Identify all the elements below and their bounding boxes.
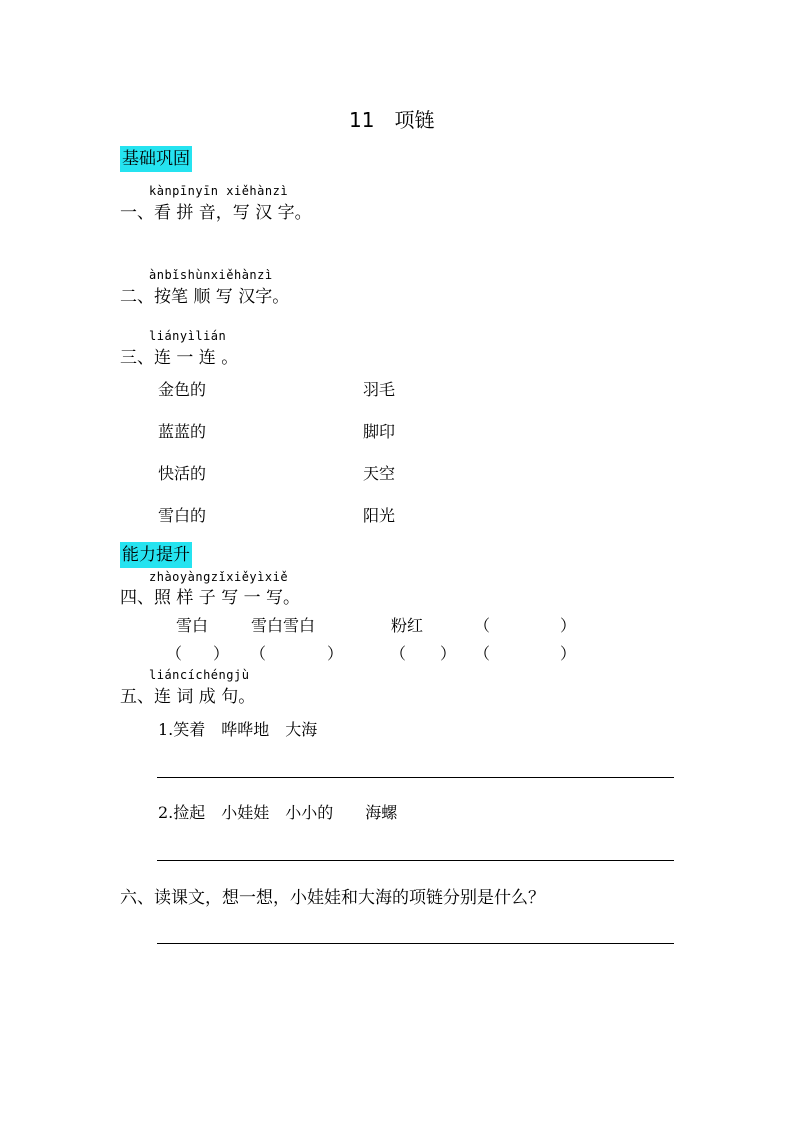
section-advanced-heading: 能力提升 bbox=[120, 542, 192, 568]
example-word: 粉红 bbox=[391, 616, 424, 635]
answer-blank-close: ） bbox=[560, 644, 577, 663]
page-title: 11 项链 bbox=[349, 108, 435, 132]
match-left-item: 雪白的 bbox=[158, 506, 207, 525]
q5-heading: 五、连 词 成 句。 bbox=[120, 687, 256, 707]
answer-blank-open: （ bbox=[390, 644, 407, 663]
example-word: 雪白 bbox=[176, 616, 209, 635]
match-right-item: 羽毛 bbox=[363, 380, 396, 399]
answer-line bbox=[157, 943, 674, 944]
sentence-words-2: 2.捡起 小娃娃 小小的 海螺 bbox=[158, 803, 398, 822]
q6-heading: 六、读课文，想一想，小娃娃和大海的项链分别是什么？ bbox=[120, 888, 545, 908]
q3-pinyin: liányìlián bbox=[149, 329, 227, 343]
answer-blank-close: ） bbox=[213, 644, 230, 663]
section-basic-heading: 基础巩固 bbox=[120, 146, 192, 172]
match-right-item: 脚印 bbox=[363, 422, 396, 441]
answer-line bbox=[157, 777, 674, 778]
q2-pinyin: ànbǐshùnxiěhànzì bbox=[149, 268, 273, 282]
answer-blank-open: （ bbox=[166, 644, 183, 663]
q4-heading: 四、照 样 子 写 一 写。 bbox=[120, 588, 301, 608]
q4-pinyin: zhàoyàngzǐxiěyìxiě bbox=[149, 570, 289, 584]
q2-heading: 二、按笔 顺 写 汉字。 bbox=[120, 287, 290, 307]
answer-blank-open: （ bbox=[474, 616, 491, 635]
match-right-item: 天空 bbox=[363, 464, 396, 483]
match-left-item: 蓝蓝的 bbox=[158, 422, 207, 441]
q1-pinyin: kànpīnyīn xiěhànzì bbox=[149, 184, 289, 198]
answer-blank-close: ） bbox=[440, 644, 457, 663]
q1-heading: 一、看 拼 音，写 汉 字。 bbox=[120, 203, 312, 223]
match-left-item: 金色的 bbox=[158, 380, 207, 399]
q5-pinyin: liáncíchéngjù bbox=[149, 668, 250, 682]
answer-blank-open: （ bbox=[474, 644, 491, 663]
q3-heading: 三、连 一 连 。 bbox=[120, 348, 239, 368]
example-word: 雪白雪白 bbox=[251, 616, 316, 635]
answer-blank-close: ） bbox=[560, 616, 577, 635]
sentence-words-1: 1.笑着 哗哗地 大海 bbox=[158, 720, 318, 739]
answer-blank-open: （ bbox=[250, 644, 267, 663]
match-right-item: 阳光 bbox=[363, 506, 396, 525]
answer-line bbox=[157, 860, 674, 861]
answer-blank-close: ） bbox=[327, 644, 344, 663]
match-left-item: 快活的 bbox=[158, 464, 207, 483]
